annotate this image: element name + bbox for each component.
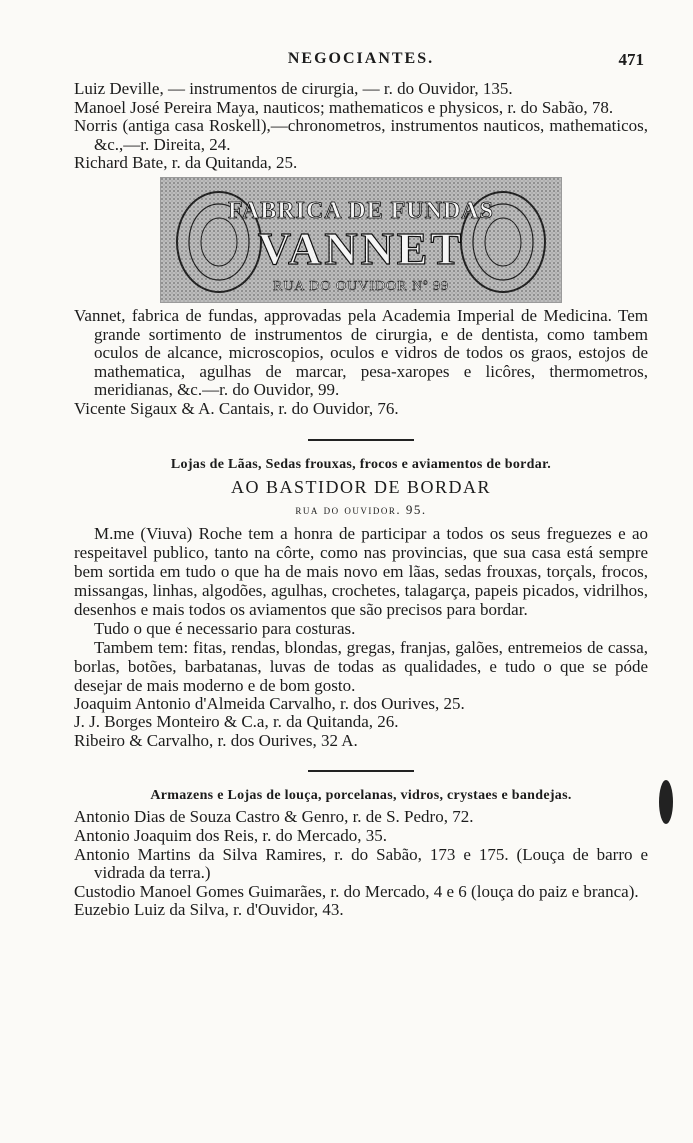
list-item: J. J. Borges Monteiro & C.a, r. da Quitanda, 26.	[74, 712, 399, 732]
list-item: Antonio Martins da Silva Ramires, r. do Sabão, 173 e 175. (Louça de barro e vidrada da terra.)	[74, 844, 648, 883]
list-item: Vannet, fabrica de fundas, approvadas pela Academia Imperial de Medicina. Tem grande sortimento de instrumentos de cirurgia, e de dentista, como tambem oculos de alcance, microscopios, oculos e vidros de todos os graos, estojos de mathematica, agulhas de marcar, pesa-xaropes e licôres, thermometros, meridianas, &c.—r. do Ouvidor, 99.	[74, 305, 648, 400]
banner-line-1: FABRICA DE FUNDAS	[228, 197, 494, 224]
page-number: 471	[618, 50, 644, 69]
section-divider	[308, 770, 414, 772]
banner-line-3: RUA DO OUVIDOR Nº 99	[272, 278, 450, 294]
list-item: Antonio Dias de Souza Castro & Genro, r. de S. Pedro, 72.	[74, 807, 474, 827]
paragraph: M.me (Viuva) Roche tem a honra de participar a todos os seus freguezes e ao respeitavel publico, tanto na côrte, como nas provincias, que sua casa está sempre bem sortida em tudo o que ha de mais novo em lãas, sedas frouxas, torçals, frocos, missangas, linhas, algodões, agulhas, crochetes, talagarça, papeis picados, vidrilhos, desenhos e mais todos os aviamentos que são precisos para bordar.	[74, 523, 648, 619]
section-heading: Armazens e Lojas de louça, porcelanas, vidros, crystaes e bandejas.	[150, 788, 572, 804]
list-item: Custodio Manoel Gomes Guimarães, r. do Mercado, 4 e 6 (louça do paiz e branca).	[74, 881, 639, 901]
list-item: Antonio Joaquim dos Reis, r. do Mercado, 35.	[74, 825, 388, 845]
banner-engraving	[161, 178, 561, 302]
list-item: Vicente Sigaux & A. Cantais, r. do Ouvidor, 76.	[74, 398, 399, 418]
shop-address: rua do ouvidor. 95.	[295, 501, 427, 517]
list-item: Luiz Deville, — instrumentos de cirurgia, — r. do Ouvidor, 135.	[74, 79, 513, 98]
advertisement-banner	[160, 177, 562, 303]
section-divider	[308, 439, 414, 441]
list-item: Manoel José Pereira Maya, nauticos; mathematicos e physicos, r. do Sabão, 78.	[74, 97, 614, 117]
list-item: Joaquim Antonio d'Almeida Carvalho, r. dos Ourives, 25.	[74, 693, 465, 713]
list-item: Ribeiro & Carvalho, r. dos Ourives, 32 A.	[74, 730, 358, 750]
book-page	[74, 50, 648, 920]
list-item: Euzebio Luiz da Silva, r. d'Ouvidor, 43.	[74, 900, 344, 920]
list-item: Norris (antiga casa Roskell),—chronometros, instrumentos nauticos, mathematicos, &c.,—r. Direita, 24.	[74, 116, 648, 154]
list-item: Richard Bate, r. da Quitanda, 25.	[74, 153, 298, 173]
running-header	[74, 50, 648, 80]
page-heading: NEGOCIANTES.	[287, 50, 435, 67]
paragraph: Tudo o que é necessario para costuras.	[94, 618, 356, 638]
banner-line-2: VANNET	[257, 222, 465, 274]
shop-title: AO BASTIDOR DE BORDAR	[230, 476, 491, 497]
section-heading: Lojas de Lãas, Sedas frouxas, frocos e aviamentos de bordar.	[170, 456, 552, 472]
paragraph: Tambem tem: fitas, rendas, blondas, gregas, franjas, galões, entremeios de cassa, borlas, botões, barbatanas, luvas de todas as qualidades, e tudo o que se póde desejar de mais moderno e de bom gosto.	[74, 637, 648, 695]
ink-smudge	[659, 780, 673, 824]
